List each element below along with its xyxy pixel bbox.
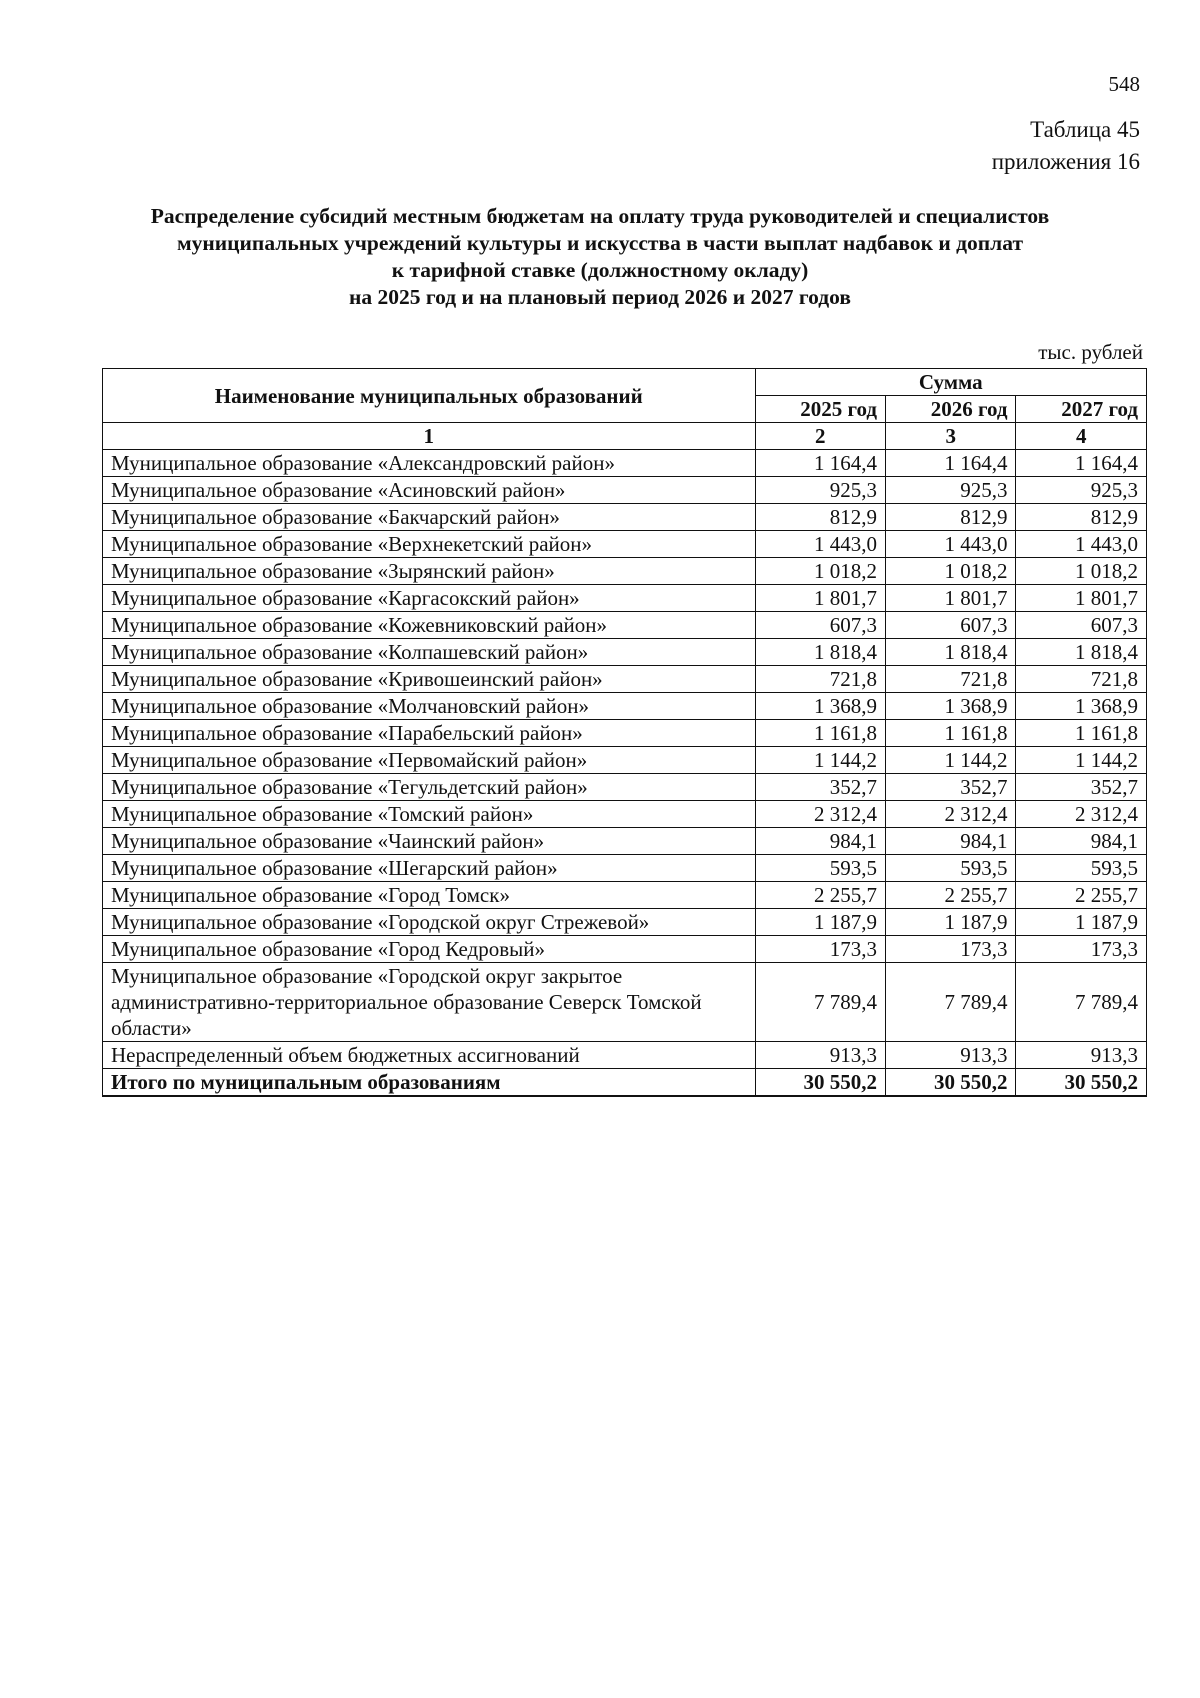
- table-ref-line1: Таблица 45: [1030, 117, 1140, 142]
- header-year-2025: 2025 год: [755, 396, 885, 423]
- row-value-2027: 7 789,4: [1016, 963, 1147, 1042]
- row-value-2027: 1 164,4: [1016, 450, 1147, 477]
- row-value-2026: 173,3: [885, 936, 1015, 963]
- column-number: 4: [1016, 423, 1147, 450]
- row-value-2027: 984,1: [1016, 828, 1147, 855]
- table-row: [103, 936, 1147, 963]
- column-number: 3: [885, 423, 1015, 450]
- title-line2: муниципальных учреждений культуры и искусства в части выплат надбавок и доплат: [176, 231, 1024, 255]
- row-value-2025: 2 255,7: [755, 882, 885, 909]
- row-value-2026: 925,3: [885, 477, 1015, 504]
- table-row: [103, 666, 1147, 693]
- table-row: [103, 1042, 1147, 1069]
- title-line4: на 2025 год и на плановый период 2026 и 2027 годов: [349, 285, 851, 309]
- row-value-2025: 984,1: [755, 828, 885, 855]
- row-value-2025: 1 818,4: [755, 639, 885, 666]
- row-value-2025: 2 312,4: [755, 801, 885, 828]
- header-year-2027: 2027 год: [1016, 396, 1147, 423]
- row-value-2027: 1 144,2: [1016, 747, 1147, 774]
- row-name: Муниципальное образование «Молчановский район»: [103, 693, 756, 720]
- table-row: [103, 747, 1147, 774]
- row-name: Муниципальное образование «Александровский район»: [103, 450, 756, 477]
- row-value-2026: 1 161,8: [885, 720, 1015, 747]
- row-value-2025: 1 368,9: [755, 693, 885, 720]
- table-row: [103, 477, 1147, 504]
- row-value-2027: 1 801,7: [1016, 585, 1147, 612]
- table-row: [103, 639, 1147, 666]
- table-row: [103, 963, 1147, 1042]
- row-value-2025: 173,3: [755, 936, 885, 963]
- row-value-2026: 2 255,7: [885, 882, 1015, 909]
- table-body: [103, 450, 1147, 1097]
- row-value-2026: 1 018,2: [885, 558, 1015, 585]
- table-row: [103, 531, 1147, 558]
- row-value-2025: 1 801,7: [755, 585, 885, 612]
- table-ref-line2: приложения 16: [991, 149, 1140, 174]
- row-value-2027: 1 368,9: [1016, 693, 1147, 720]
- row-value-2025: 607,3: [755, 612, 885, 639]
- subsidy-table: [102, 368, 1147, 1097]
- table-row: [103, 828, 1147, 855]
- row-name: Муниципальное образование «Городской округ закрытое административно-территориальное образование Северск Томской области»: [103, 963, 756, 1042]
- row-name: Муниципальное образование «Колпашевский район»: [103, 639, 756, 666]
- row-value-2026: 352,7: [885, 774, 1015, 801]
- row-value-2025: 593,5: [755, 855, 885, 882]
- header-sum: Сумма: [755, 369, 1147, 396]
- row-value-2026: 607,3: [885, 612, 1015, 639]
- row-value-2027: 913,3: [1016, 1042, 1147, 1069]
- total-value-2027: 30 550,2: [1016, 1069, 1147, 1097]
- table-row: [103, 504, 1147, 531]
- total-value-2025: 30 550,2: [755, 1069, 885, 1097]
- total-row: [103, 1069, 1147, 1097]
- row-value-2026: 721,8: [885, 666, 1015, 693]
- table-row: [103, 774, 1147, 801]
- row-value-2025: 1 018,2: [755, 558, 885, 585]
- header-year-2026: 2026 год: [885, 396, 1015, 423]
- row-value-2025: 352,7: [755, 774, 885, 801]
- row-value-2027: 925,3: [1016, 477, 1147, 504]
- row-value-2026: 812,9: [885, 504, 1015, 531]
- row-value-2027: 1 818,4: [1016, 639, 1147, 666]
- row-value-2025: 1 164,4: [755, 450, 885, 477]
- row-value-2026: 2 312,4: [885, 801, 1015, 828]
- row-value-2027: 173,3: [1016, 936, 1147, 963]
- row-name: Муниципальное образование «Первомайский район»: [103, 747, 756, 774]
- row-name: Муниципальное образование «Кожевниковский район»: [103, 612, 756, 639]
- row-name: Муниципальное образование «Бакчарский район»: [103, 504, 756, 531]
- table-row: [103, 693, 1147, 720]
- row-value-2026: 913,3: [885, 1042, 1015, 1069]
- row-value-2027: 812,9: [1016, 504, 1147, 531]
- total-value-2026: 30 550,2: [885, 1069, 1015, 1097]
- table-row: [103, 855, 1147, 882]
- row-value-2027: 2 255,7: [1016, 882, 1147, 909]
- row-value-2025: 812,9: [755, 504, 885, 531]
- row-value-2025: 1 161,8: [755, 720, 885, 747]
- table-row: [103, 720, 1147, 747]
- row-name: Муниципальное образование «Томский район»: [103, 801, 756, 828]
- row-value-2026: 1 187,9: [885, 909, 1015, 936]
- row-name: Муниципальное образование «Город Кедровый»: [103, 936, 756, 963]
- row-value-2027: 1 443,0: [1016, 531, 1147, 558]
- row-value-2025: 1 443,0: [755, 531, 885, 558]
- row-value-2025: 1 187,9: [755, 909, 885, 936]
- header-name: Наименование муниципальных образований: [103, 369, 756, 423]
- total-name: Итого по муниципальным образованиям: [103, 1069, 756, 1097]
- row-value-2027: 607,3: [1016, 612, 1147, 639]
- table-row: [103, 585, 1147, 612]
- row-name: Муниципальное образование «Тегульдетский район»: [103, 774, 756, 801]
- row-name: Муниципальное образование «Кривошеинский район»: [103, 666, 756, 693]
- row-name: Муниципальное образование «Город Томск»: [103, 882, 756, 909]
- table-row: [103, 450, 1147, 477]
- row-value-2027: 1 187,9: [1016, 909, 1147, 936]
- row-value-2026: 1 164,4: [885, 450, 1015, 477]
- table-row: [103, 882, 1147, 909]
- row-name: Муниципальное образование «Шегарский район»: [103, 855, 756, 882]
- row-value-2026: 1 144,2: [885, 747, 1015, 774]
- column-number: 2: [755, 423, 885, 450]
- row-value-2026: 984,1: [885, 828, 1015, 855]
- row-value-2027: 2 312,4: [1016, 801, 1147, 828]
- row-value-2026: 1 801,7: [885, 585, 1015, 612]
- table-row: [103, 558, 1147, 585]
- table-row: [103, 612, 1147, 639]
- row-name: Муниципальное образование «Асиновский район»: [103, 477, 756, 504]
- column-number-row: [103, 423, 1147, 450]
- row-value-2025: 1 144,2: [755, 747, 885, 774]
- row-name: Муниципальное образование «Городской округ Стрежевой»: [103, 909, 756, 936]
- title-line1: Распределение субсидий местным бюджетам на оплату труда руководителей и специалистов: [150, 204, 1050, 228]
- row-name: Муниципальное образование «Верхнекетский район»: [103, 531, 756, 558]
- row-value-2027: 1 018,2: [1016, 558, 1147, 585]
- row-name: Муниципальное образование «Чаинский район»: [103, 828, 756, 855]
- row-value-2025: 925,3: [755, 477, 885, 504]
- units-label: тыс. рублей: [1038, 340, 1143, 364]
- row-name: Муниципальное образование «Парабельский район»: [103, 720, 756, 747]
- page-number: 548: [1108, 72, 1140, 96]
- row-value-2026: 7 789,4: [885, 963, 1015, 1042]
- row-name: Муниципальное образование «Зырянский район»: [103, 558, 756, 585]
- row-value-2026: 1 443,0: [885, 531, 1015, 558]
- table-reference: [992, 114, 1140, 178]
- document-title: [100, 203, 1100, 311]
- row-value-2026: 1 818,4: [885, 639, 1015, 666]
- row-value-2026: 1 368,9: [885, 693, 1015, 720]
- row-value-2027: 1 161,8: [1016, 720, 1147, 747]
- row-value-2025: 7 789,4: [755, 963, 885, 1042]
- column-number: 1: [103, 423, 756, 450]
- title-line3: к тарифной ставке (должностному окладу): [391, 258, 809, 282]
- row-value-2026: 593,5: [885, 855, 1015, 882]
- row-name: Муниципальное образование «Каргасокский район»: [103, 585, 756, 612]
- row-value-2025: 913,3: [755, 1042, 885, 1069]
- table-row: [103, 909, 1147, 936]
- row-value-2027: 593,5: [1016, 855, 1147, 882]
- row-value-2027: 352,7: [1016, 774, 1147, 801]
- row-name: Нераспределенный объем бюджетных ассигнований: [103, 1042, 756, 1069]
- row-value-2025: 721,8: [755, 666, 885, 693]
- row-value-2027: 721,8: [1016, 666, 1147, 693]
- table-row: [103, 801, 1147, 828]
